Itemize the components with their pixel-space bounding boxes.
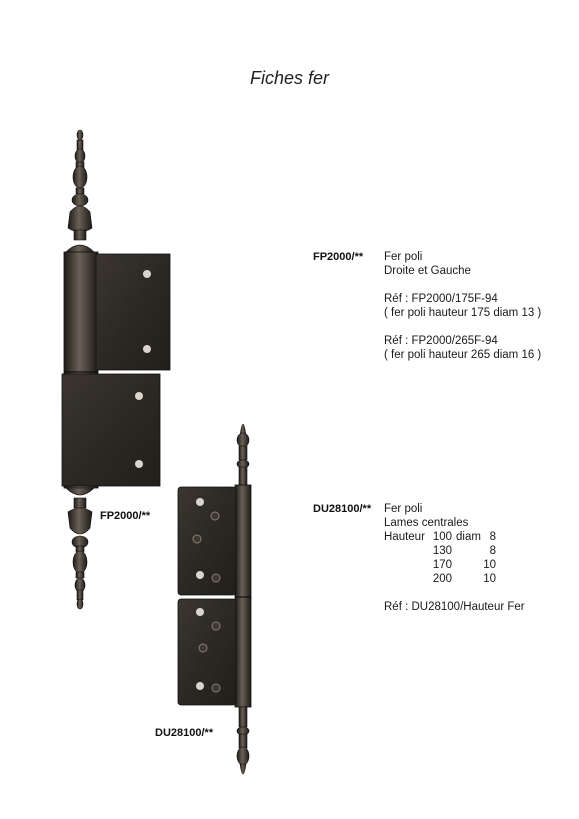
height-value: 100 xyxy=(432,531,452,543)
fp2000-hinge-image xyxy=(62,130,170,609)
rivet-icon xyxy=(212,622,220,630)
height-value: 170 xyxy=(432,559,452,571)
fp2000-top-finial xyxy=(66,130,94,252)
screw-hole-icon xyxy=(196,498,204,506)
reference-line: Réf : FP2000/175F-94 xyxy=(384,293,498,305)
fp2000-lower-leaf xyxy=(62,374,160,486)
screw-hole-icon xyxy=(135,460,143,468)
fp2000-code: FP2000/** xyxy=(313,251,364,263)
du28100-top-finial xyxy=(237,424,249,485)
page-title: Fiches fer xyxy=(249,68,330,88)
fp2000-bottom-finial xyxy=(66,488,94,609)
type-line: Lames centrales xyxy=(384,517,469,529)
table-row xyxy=(384,558,496,572)
height-value: 200 xyxy=(432,573,452,585)
du28100-bottom-finial xyxy=(237,707,249,774)
du28100-upper-leaf xyxy=(178,487,236,595)
height-value: 130 xyxy=(432,545,452,557)
rivet-icon xyxy=(211,512,219,520)
du28100-knuckle xyxy=(235,485,251,707)
handing-line: Droite et Gauche xyxy=(384,265,471,277)
screw-hole-icon xyxy=(143,345,151,353)
table-row xyxy=(384,544,496,558)
du28100-lower-leaf xyxy=(178,599,236,705)
screw-hole-icon xyxy=(196,571,204,579)
rivet-icon xyxy=(199,644,207,652)
reference-detail-line: ( fer poli hauteur 175 diam 13 ) xyxy=(384,307,542,319)
fp2000-image-caption: FP2000/** xyxy=(100,510,151,522)
diam-value: 8 xyxy=(489,545,496,557)
reference-line: Réf : DU28100/Hauteur Fer xyxy=(384,601,525,613)
reference-detail-line: ( fer poli hauteur 265 diam 16 ) xyxy=(384,349,542,361)
diam-label: diam xyxy=(456,531,481,543)
rivet-icon xyxy=(212,684,220,692)
rivet-icon xyxy=(193,535,201,543)
diam-value: 10 xyxy=(483,573,496,585)
screw-hole-icon xyxy=(196,608,204,616)
diam-value: 10 xyxy=(483,559,496,571)
table-row xyxy=(384,572,496,586)
material-line: Fer poli xyxy=(384,503,423,515)
screw-hole-icon xyxy=(143,270,151,278)
reference-line: Réf : FP2000/265F-94 xyxy=(384,335,498,347)
du28100-code: DU28100/** xyxy=(313,503,372,515)
du28100-description xyxy=(384,502,525,614)
size-table xyxy=(384,530,496,586)
diam-value: 8 xyxy=(489,531,496,543)
material-line: Fer poli xyxy=(384,251,423,263)
du28100-image-caption: DU28100/** xyxy=(155,727,214,739)
screw-hole-icon xyxy=(135,392,143,400)
screw-hole-icon xyxy=(196,682,204,690)
size-table-header-row xyxy=(384,530,496,544)
du28100-hinge-image xyxy=(178,424,251,774)
fp2000-description xyxy=(384,250,541,362)
fp2000-upper-leaf xyxy=(96,254,170,370)
rivet-icon xyxy=(212,574,220,582)
height-label: Hauteur xyxy=(384,531,425,543)
